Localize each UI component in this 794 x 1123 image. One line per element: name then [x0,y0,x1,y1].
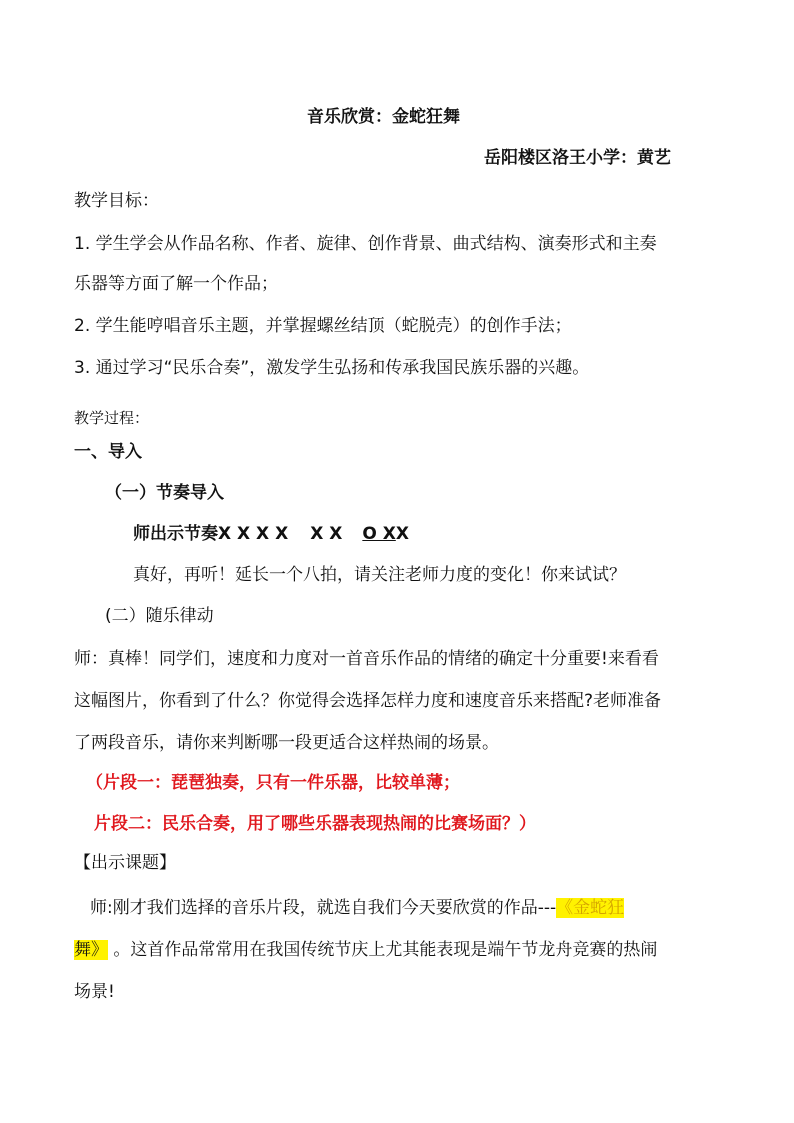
topic-heading: 【出示课题】 [74,853,176,873]
goals-heading: 教学目标： [74,191,159,211]
paragraph-1-line-1: 师：真棒！同学们，速度和力度对一首音乐作品的情绪的确定十分重要!来看看 [74,649,659,669]
subsection-1-heading: （一）节奏导入 [105,483,224,503]
paragraph-2-text: 师:刚才我们选择的音乐片段，就选自我们今天要欣赏的作品--- [90,898,557,918]
rhythm-group-c: O X [362,524,396,544]
document-title: 音乐欣赏：金蛇狂舞 [307,107,460,127]
paragraph-2-line-1 [90,896,624,920]
goal-2: 2. 学生能哼唱音乐主题，并掌握螺丝结顶（蛇脱壳）的创作手法； [74,316,572,336]
goal-3: 3. 通过学习“民乐合奏”，激发学生弘扬和传承我国民族乐器的兴趣。 [74,358,590,378]
goal-1-line-2: 乐器等方面了解一个作品； [74,274,278,294]
author-line: 岳阳楼区洛王小学：黄艺 [484,148,671,168]
rhythm-group-b: X X [310,524,343,544]
paragraph-2-line-3: 场景! [74,982,115,1002]
section-1-heading: 一、导入 [74,442,142,462]
subsection-2-heading: (二）随乐律动 [105,606,214,626]
clip-2-note: 片段二：民乐合奏，用了哪些乐器表现热闹的比赛场面？） [94,814,536,834]
rhythm-followup: 真好，再听！延长一个八拍，请关注老师力度的变化！你来试试？ [133,565,626,585]
goal-1-line-1: 1. 学生学会从作品名称、作者、旋律、创作背景、曲式结构、演奏形式和主奏 [74,234,657,254]
rhythm-line [133,522,409,546]
paragraph-1-line-2: 这幅图片，你看到了什么？你觉得会选择怎样力度和速度音乐来搭配?老师准备 [74,691,662,711]
paragraph-2-text-cont: 。这首作品常常用在我国传统节庆上尤其能表现是端午节龙舟竞赛的热闹 [108,940,658,960]
work-title-highlight-start: 《金蛇狂 [556,898,625,918]
work-title-highlight-end: 舞》 [74,940,108,960]
process-heading: 教学过程： [74,409,150,427]
rhythm-group-a: X X X X [218,524,289,544]
rhythm-group-d: X [395,524,409,544]
clip-1-note: （片段一：琵琶独奏，只有一件乐器，比较单薄； [86,773,460,793]
paragraph-2-line-2 [74,938,657,962]
rhythm-prefix: 师出示节奏 [133,524,218,544]
paragraph-1-line-3: 了两段音乐，请你来判断哪一段更适合这样热闹的场景。 [74,733,499,753]
